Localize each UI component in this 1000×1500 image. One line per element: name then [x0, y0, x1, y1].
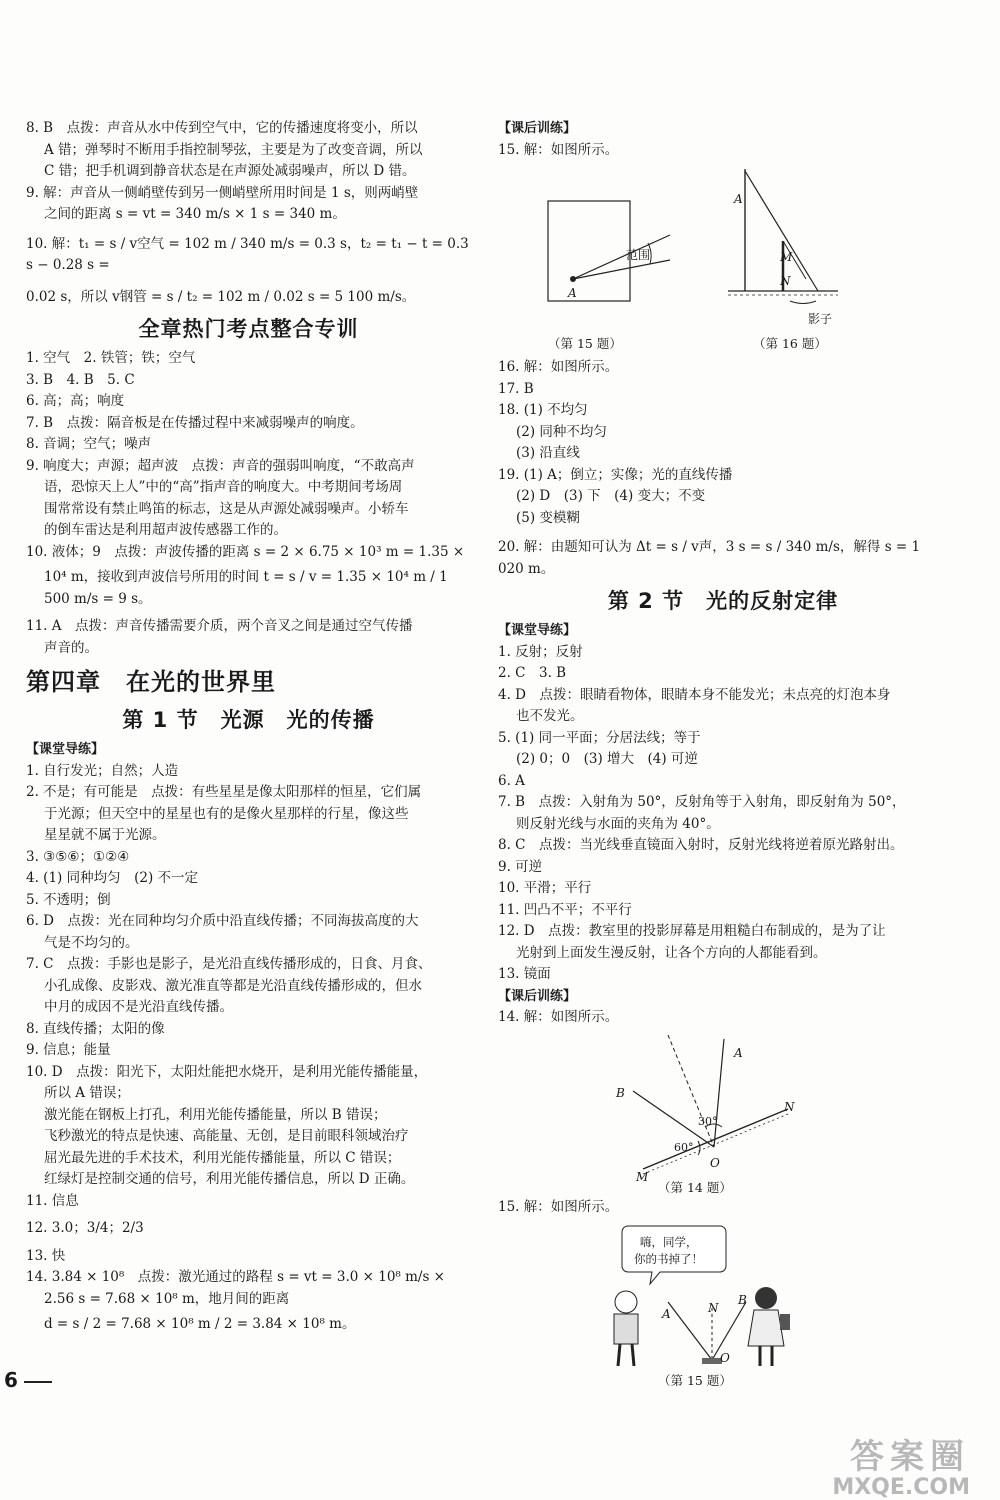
- answer-line: (2) 同种不均匀: [516, 423, 607, 440]
- section-tag: 【课堂导练】: [26, 742, 105, 757]
- page-number-rule: [24, 1381, 52, 1383]
- answer-line: 7. C 点拨：手影也是影子，是光沿直线传播形成的，日食、月食、: [26, 956, 432, 972]
- right-column: [498, 118, 948, 1388]
- answer-line: 14. 3.84 × 10⁸ 点拨：激光通过的路程 s = vt = 3.0 × 10⁸ m/s ×: [26, 1269, 445, 1285]
- answer-line: 12. D 点拨：教室里的投影屏幕是用粗糙白布制成的，是为了让: [498, 923, 886, 939]
- answer-line: 光射到上面发生漫反射，让各个方向的人都能看到。: [516, 944, 827, 961]
- answer-line: 也不发光。: [516, 708, 584, 724]
- answer-line: (5) 变模糊: [516, 509, 580, 526]
- fig14-point-m: M: [636, 1169, 649, 1184]
- answer-line: (2) 0；0 (3) 增大 (4) 可逆: [516, 751, 698, 767]
- section-title: 全章热门考点整合专训: [138, 317, 359, 341]
- answer-line: 17. B: [498, 380, 534, 397]
- answer-line: 7. B 点拨：隔音板是在传播过程中来减弱噪声的响度。: [26, 414, 364, 431]
- section-title: 第 1 节 光源 光的传播: [122, 708, 375, 732]
- answer-line: 9. 响度大；声源；超声波 点拨：声音的强弱叫响度，“不敢高声: [26, 457, 415, 474]
- answer-line: 5. (1) 同一平面；分居法线；等于: [498, 729, 701, 746]
- page-number-text: 6: [4, 1368, 18, 1392]
- answer-line: 20. 解：由题知可认为 Δt = s / v声，3 s = s / 340 m/s，解得 s = 1 020 m。: [498, 539, 921, 577]
- fig14-point-a: A: [734, 1045, 743, 1060]
- answer-line: (2) D (3) 下 (4) 变大；不变: [516, 488, 706, 504]
- figure-15-16: [498, 161, 948, 357]
- section2-answers: [26, 761, 471, 1336]
- section-tag: 【课堂导练】: [498, 623, 577, 638]
- answer-line: 9. 解：声音从一侧峭壁传到另一侧峭壁所用时间是 1 s，则两峭壁: [26, 184, 419, 201]
- fig16-point-m: M: [780, 250, 793, 264]
- section-tag: 【课后训练】: [498, 988, 577, 1004]
- watermark-url: MXQE.COM: [832, 1475, 970, 1500]
- right-answers-c: [498, 642, 948, 986]
- top-answers: [26, 118, 471, 308]
- answer-line: A 错；弹琴时不断用手指控制琴弦，主要是为了改变音调，所以: [44, 141, 423, 158]
- answer-line: 3. B 4. B 5. C: [26, 371, 135, 388]
- fig15-range-label: 范围: [626, 248, 651, 262]
- left-column: [26, 118, 471, 1336]
- answer-line: 16. 解：如图所示。: [498, 359, 619, 375]
- answer-line: 10. 液体；9 点拨：声波传播的距离 s = 2 × 6.75 × 10³ m = 1.35 ×: [26, 543, 465, 560]
- fig14-point-o: O: [710, 1155, 720, 1170]
- answer-line: 10. D 点拨：阳光下，太阳灶能把水烧开，是利用光能传播能量，: [26, 1063, 428, 1080]
- answer-line: 11. 凹凸不平；不平行: [498, 901, 632, 918]
- figure-caption: （第 15 题）: [548, 336, 622, 351]
- answer-line: 9. 信息；能量: [26, 1042, 111, 1058]
- answer-line: 8. 音调；空气；噪声: [26, 436, 152, 452]
- answer-line: 15. 解：如图所示。: [498, 141, 619, 158]
- right-answers-b: [498, 357, 948, 580]
- answer-line: 小孔成像、皮影戏、激光准直等都是光沿直线传播形成的，但水: [44, 977, 422, 994]
- answer-line: 围常常设有禁止鸣笛的标志，这是从声源处减弱噪声。小轿车: [44, 500, 409, 517]
- answer-line: 15. 解：如图所示。: [498, 1198, 619, 1215]
- answer-line: d = s / 2 = 7.68 × 10⁸ m / 2 = 3.84 × 10⁸ m。: [44, 1316, 356, 1332]
- answer-line: 8. 直线传播；太阳的像: [26, 1020, 165, 1037]
- answer-line: 于光源；但天空中的星星也有的是像火星那样的行星，像这些: [44, 805, 409, 822]
- answer-line: 1. 自行发光；自然；人造: [26, 762, 179, 779]
- answer-line: 2. 不是；有可能是 点拨：有些星星是像太阳那样的恒星，它们属: [26, 784, 422, 800]
- chapter-title: 第四章 在光的世界里: [26, 668, 276, 696]
- answer-line: 所以 A 错误；: [44, 1085, 130, 1101]
- answer-line: 1. 空气 2. 铁管；铁；空气: [26, 350, 196, 366]
- fig14-point-n: N: [784, 1099, 795, 1114]
- figure-caption: （第 15 题）: [658, 1373, 732, 1388]
- answer-line: 5. 不透明；倒: [26, 891, 111, 908]
- fig14-angle-60: 60°: [674, 1140, 694, 1154]
- figure-15b: [498, 1218, 948, 1388]
- answer-line: 6. 高；高；响度: [26, 393, 125, 409]
- answer-line: 激光能在钢板上打孔，利用光能传播能量，所以 B 错误；: [44, 1106, 387, 1123]
- answer-line: 1. 反射；反射: [498, 643, 583, 660]
- answer-line: 气是不均匀的。: [44, 934, 139, 951]
- section-tag: 【课后训练】: [498, 121, 577, 136]
- fig15b-point-n: N: [708, 1301, 719, 1315]
- figure-15b-diagram: [498, 1218, 948, 1368]
- answer-line: 11. A 点拨：声音传播需要介质，两个音叉之间是通过空气传播: [26, 618, 413, 634]
- answer-line: 7. B 点拨：入射角为 50°，反射角等于入射角，即反射角为 50°，: [498, 794, 906, 810]
- figure-15-16-diagram: [498, 161, 948, 331]
- answer-line: 18. (1) 不均匀: [498, 402, 588, 418]
- answer-line: 14. 解：如图所示。: [498, 1009, 619, 1025]
- answer-line: 2. C 3. B: [498, 665, 567, 681]
- answer-line: 中月的成因不是光沿直线传播。: [44, 999, 233, 1015]
- fig14-angle-30: 30°: [698, 1114, 718, 1128]
- answer-line: 语，恐惊天上人”中的“高”指声音的响度大。中考期间考场周: [44, 479, 403, 495]
- answer-line: 的倒车雷达是利用超声波传感器工作的。: [44, 522, 287, 538]
- answer-line: 则反射光线与水面的夹角为 40°。: [516, 815, 720, 832]
- answer-line: 8. C 点拨：当光线垂直镜面入射时，反射光线将逆着原光路射出。: [498, 837, 904, 853]
- answer-line: 10⁴ m，接收到声波信号所用的时间 t = s / v = 1.35 × 10⁴ m / 1 500 m/s = 9 s。: [44, 569, 448, 607]
- speech-line: 嗨，同学，: [640, 1235, 698, 1249]
- answer-line: 之间的距离 s = vt = 340 m/s × 1 s = 340 m。: [44, 206, 346, 222]
- fig14-point-b: B: [616, 1085, 625, 1100]
- fig15-point-a: A: [568, 286, 577, 300]
- answer-line: 11. 信息: [26, 1192, 79, 1209]
- answer-line: 4. D 点拨：眼睛看物体，眼睛本身不能发光；未点亮的灯泡本身: [498, 686, 891, 703]
- fig15b-point-o: O: [720, 1351, 730, 1365]
- answer-line: 声音的。: [44, 639, 98, 656]
- answer-line: 飞秒激光的特点是快速、高能量、无创，是目前眼科领域治疗: [44, 1128, 409, 1144]
- section-title: 第 2 节 光的反射定律: [607, 589, 839, 613]
- fig15b-point-b: B: [738, 1293, 747, 1307]
- figure-caption: （第 16 题）: [753, 336, 827, 351]
- answer-line: 19. (1) A；倒立；实像；光的直线传播: [498, 466, 733, 483]
- fig16-shadow-label: 影子: [808, 312, 833, 326]
- figure-caption: （第 14 题）: [658, 1179, 732, 1195]
- speech-line: 你的书掉了！: [634, 1252, 703, 1266]
- answer-line: 10. 平滑；平行: [498, 880, 592, 896]
- fig15b-point-a: A: [662, 1307, 671, 1321]
- answer-line: 12. 3.0；3/4；2/3: [26, 1220, 144, 1236]
- answer-line: (3) 沿直线: [516, 445, 580, 461]
- answer-line: 红绿灯是控制交通的信号，利用光能传播信息，所以 D 正确。: [44, 1171, 415, 1187]
- answer-line: 4. (1) 同种均匀 (2) 不一定: [26, 870, 198, 886]
- watermark-logo: 答案圈: [850, 1437, 970, 1477]
- section1-answers: [26, 348, 471, 659]
- answer-line: 3. ③⑤⑥；①②④: [26, 848, 130, 865]
- answer-line: 13. 镜面: [498, 966, 551, 982]
- answer-line: C 错；把手机调到静音状态是在声源处减弱噪声，所以 D 错。: [44, 163, 416, 179]
- answer-line: 屈光最先进的手术技术，利用光能传播能量，所以 C 错误；: [44, 1149, 401, 1166]
- answer-line: 0.02 s，所以 v钢管 = s / t₂ = 102 m / 0.02 s = 5 100 m/s。: [26, 288, 416, 305]
- answer-line: 6. A: [498, 772, 525, 789]
- figure-14: [498, 1029, 948, 1197]
- answer-line: 10. 解：t₁ = s / v空气 = 102 m / 340 m/s = 0.3 s，t₂ = t₁ − t = 0.3 s − 0.28 s =: [26, 235, 469, 273]
- answer-line: 8. B 点拨：声音从水中传到空气中，它的传播速度将变小，所以: [26, 120, 418, 136]
- page-number: [4, 1368, 52, 1392]
- answer-line: 2.56 s = 7.68 × 10⁸ m，地月间的距离: [44, 1290, 290, 1307]
- answer-line: 9. 可逆: [498, 858, 543, 875]
- fig16-point-n: N: [780, 274, 791, 288]
- answer-line: 13. 快: [26, 1247, 66, 1264]
- fig16-point-a: A: [734, 192, 743, 206]
- answer-line: 星星就不属于光源。: [44, 827, 166, 843]
- answer-line: 6. D 点拨：光在同种均匀介质中沿直线传播；不同海拔高度的大: [26, 913, 419, 929]
- figure-14-diagram: [498, 1029, 948, 1179]
